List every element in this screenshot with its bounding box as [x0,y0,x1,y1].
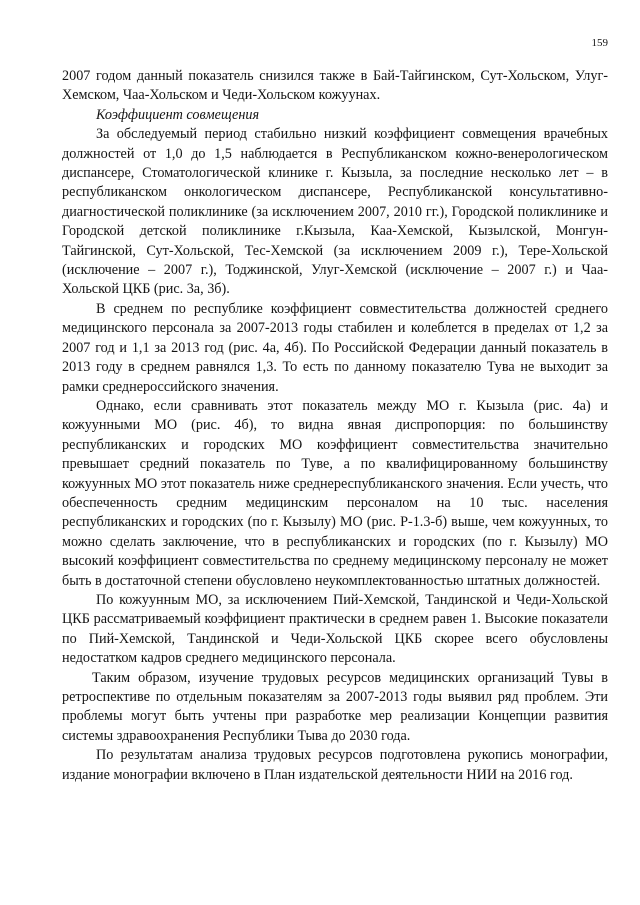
paragraph-monograph: По результатам анализа трудовых ресурсов подготовлена рукопись монографии, издание монографии включено в План издательской деятельности НИИ на 2016 год. [62,747,608,783]
page-body [62,67,608,785]
paragraph-continuation: 2007 годом данный показатель снизился также в Бай-Тайгинском, Сут-Хольском, Улуг-Хемском, Чаа-Хольском и Чеди-Хольском кожуунах. [62,68,608,104]
page-number: 159 [591,37,608,49]
paragraph-conclusion: Таким образом, изучение трудовых ресурсов медицинских организаций Тувы в ретроспективе по отдельным показателям за 2007-2013 годы выявил ряд проблем. Эти проблемы могут быть учтены при разработке мер реализации Концепции развития системы здравоохранения Республики Тыва до 2030 года. [62,669,608,744]
paragraph-nurse-average: В среднем по республике коэффициент совместительства должностей среднего медицинского персонала за 2007-2013 годы стабилен и колеблется в пределах от 1,2 за 2007 год и 1,1 за 2013 год (рис. 4а, 4б). По Российской Федерации данный показатель в 2013 году в среднем равнялся 1,3. То есть по данному показателю Тува не выходит за рамки среднероссийского значения. [62,300,608,395]
paragraph-doctor-positions: За обследуемый период стабильно низкий коэффициент совмещения врачебных должностей от 1,0 до 1,5 наблюдается в Республиканском кожно-венерологическом диспансере, Стоматологической клинике г. Кызыла, за последние несколько лет – в республиканском онкологическом диспансере, Республиканской консультативно-диагностической поликлинике (за исключением 2007, 2010 гг.), Городской поликлинике и Городской детской поликлинике г.Кызыла, Каа-Хемской, Кызылской, Монгун-Тайгинской, Сут-Хольской, Тес-Хемской (за исключением 2009 г.), Тере-Хольской (исключение – 2007 г.), Тоджинской, Улуг-Хемской (исключение – 2007 г.) и Чаа-Хольской ЦКБ (рис. 3а, 3б). [62,126,608,298]
paragraph-kozhuun-mo: По кожуунным МО, за исключением Пий-Хемской, Тандинской и Чеди-Хольской ЦКБ рассматриваемый коэффициент практически в среднем равен 1. Высокие показатели по Пий-Хемской, Тандинской и Чеди-Хольской ЦКБ скорее всего обусловлены недостатком кадров среднего медицинского персонала. [62,591,608,667]
paragraph-disproportion: Однако, если сравнивать этот показатель между МО г. Кызыла (рис. 4а) и кожуунными МО (рис. 4б), то видна явная диспропорция: по большинству республиканских и городских МО коэффициент совместительства значительно превышает средний показатель по Туве, а по квалифицированному большинству кожуунных МО этот показатель ниже среднереспубликанского значения. Если учесть, что обеспеченность средним медицинским персоналом на 10 тыс. населения республиканских и городских (по г. Кызылу) МО (рис. Р-1.3-б) выше, чем кожуунных, то можно сделать заключение, что в республиканских и городских (по г. Кызылу) МО высокий коэффициент совместительства по среднему медицинскому персоналу не может быть в достаточной степени обусловлено неукомплектованностью штатных должностей. [62,397,608,589]
section-heading: Коэффициент совмещения [96,106,260,123]
